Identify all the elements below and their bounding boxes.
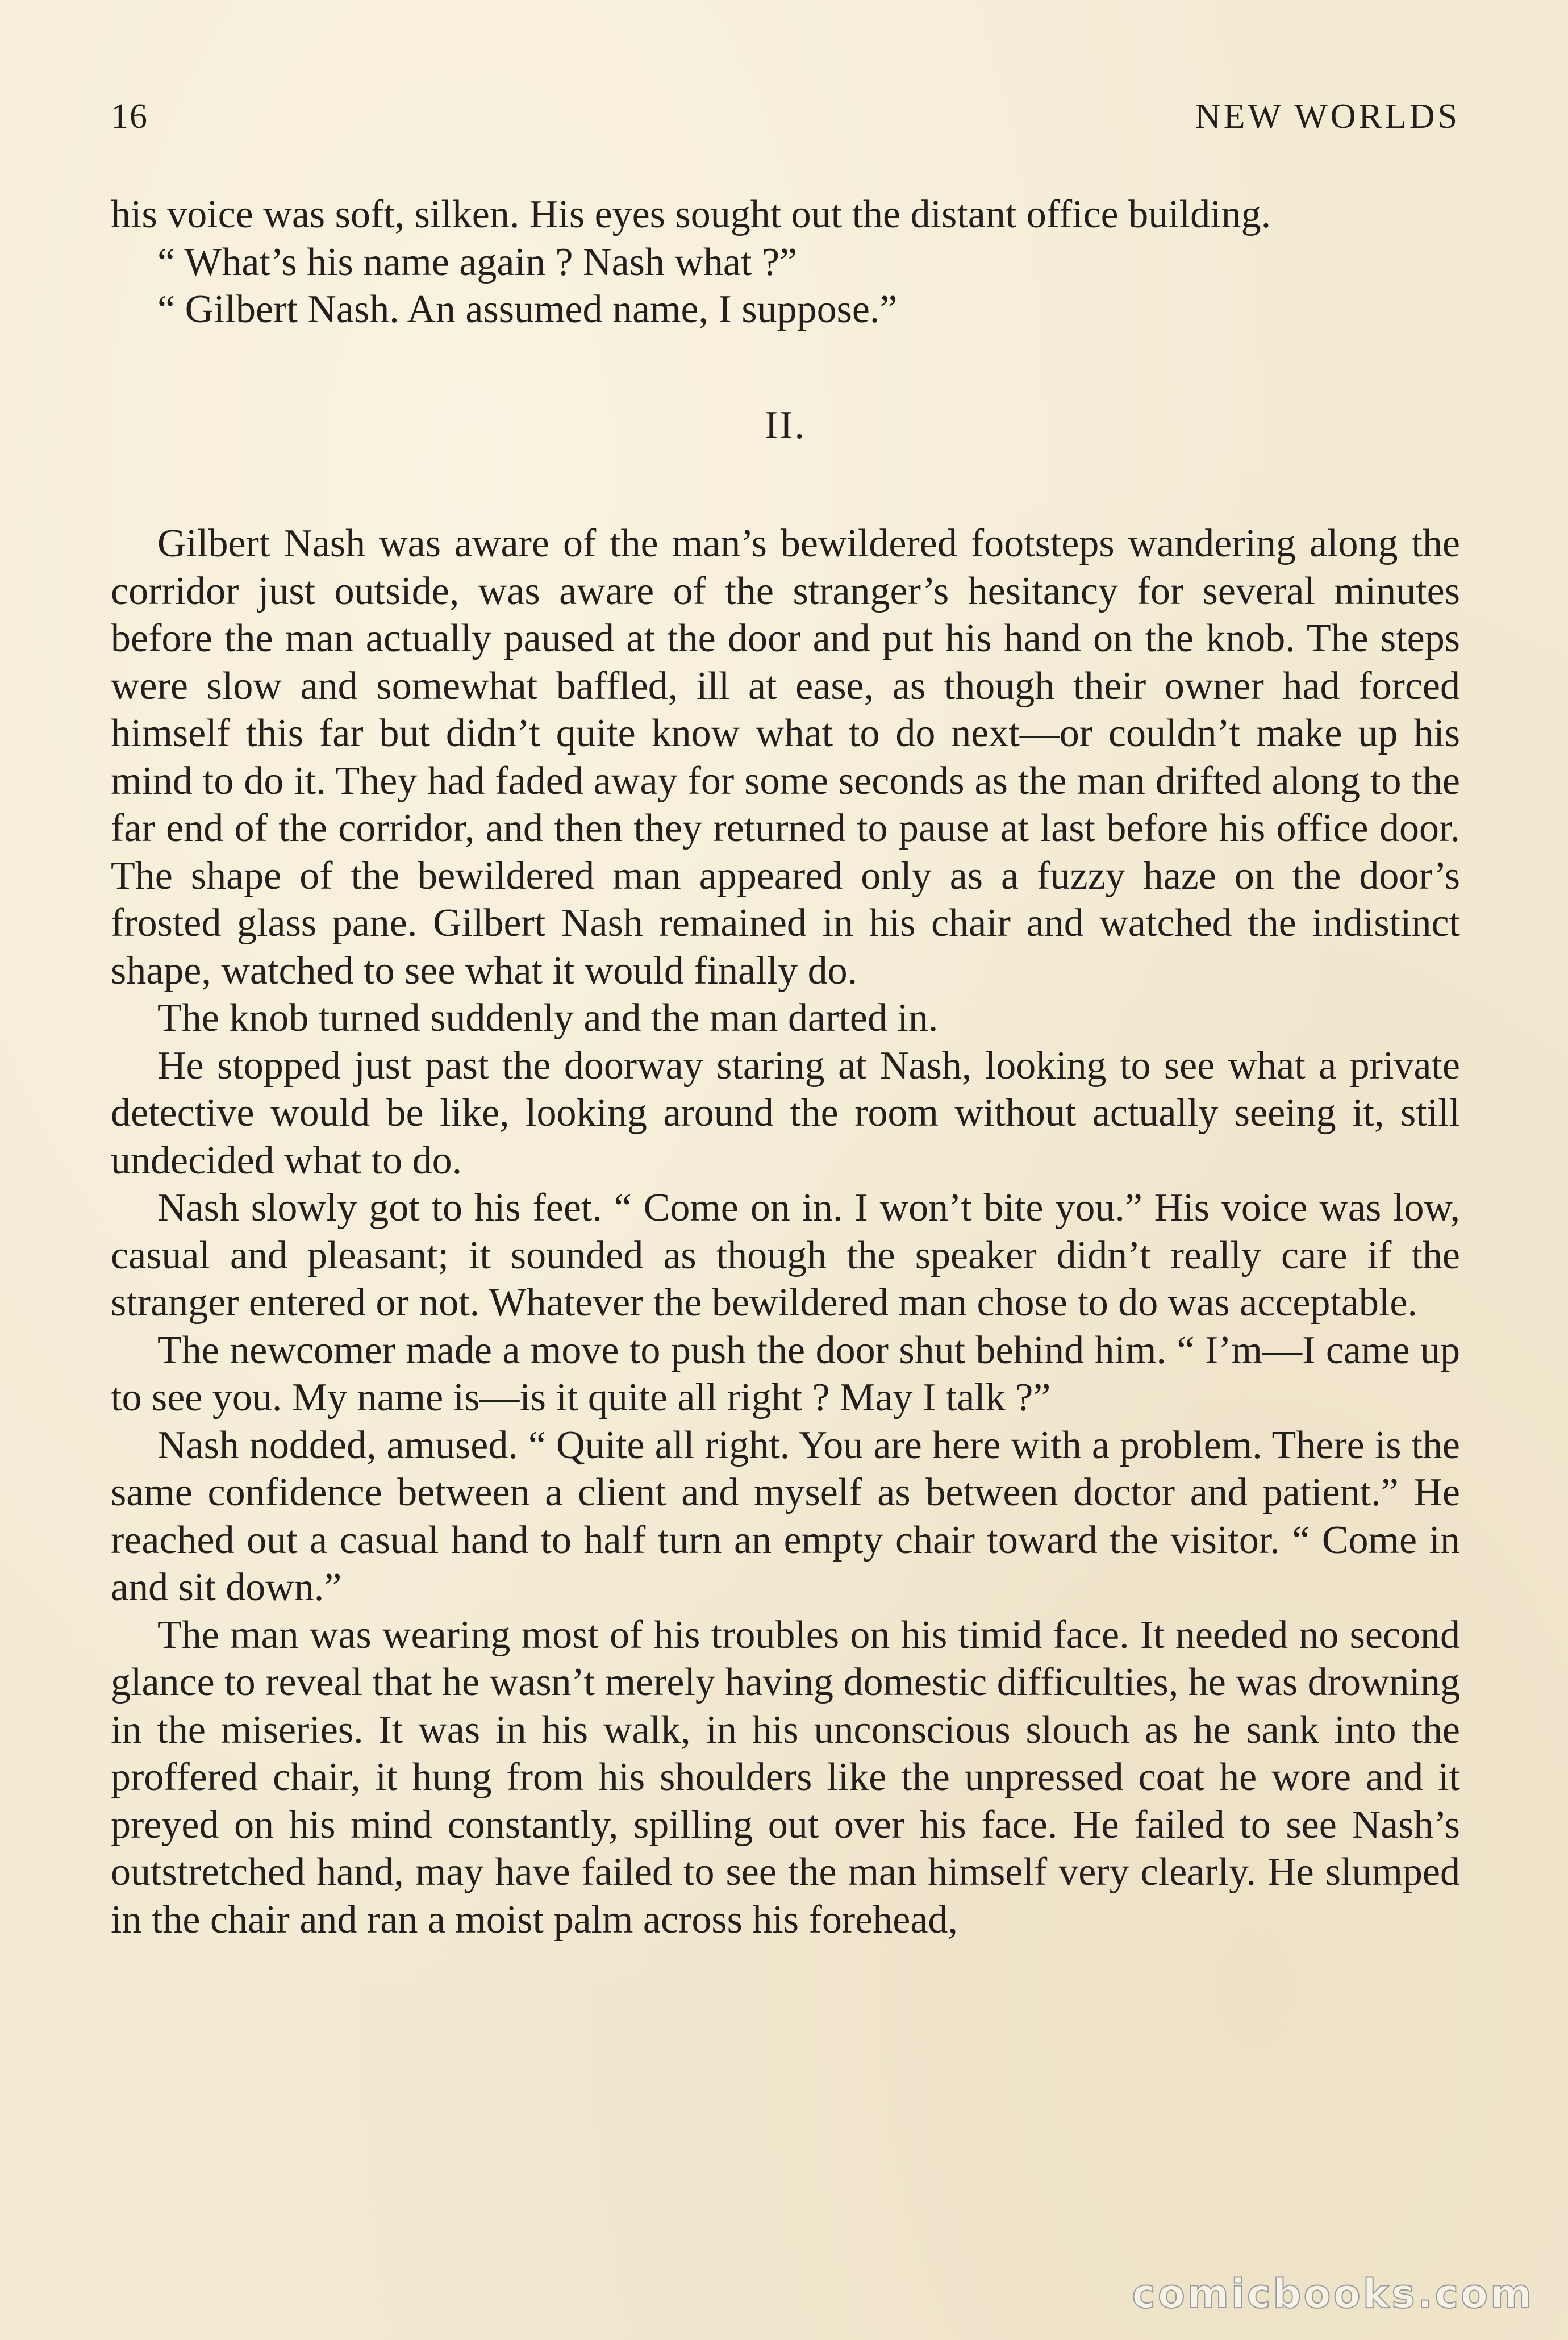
body-text: [111, 191, 1460, 1943]
paragraph: Nash slowly got to his feet. “ Come on in. I won’t bite you.” His voice was low, casual and pleasant; it sounded as though the speaker didn’t really care if the stranger entered or not. Whatever the bewildered man chose to do was acceptable.: [111, 1186, 1460, 1325]
watermark: comicbooks.com: [1132, 2271, 1534, 2317]
paragraph: “ What’s his name again ? Nash what ?”: [157, 240, 798, 284]
section-heading: II.: [764, 403, 807, 447]
paragraph: The newcomer made a move to push the door shut behind him. “ I’m—I came up to see you. My name is—is it quite all right ? May I talk ?”: [111, 1328, 1460, 1419]
paragraph: The man was wearing most of his troubles on his timid face. It needed no second glance to reveal that he wasn’t merely having domestic difficulties, he was drowning in the miseries. It was in his walk, in his unconscious slouch as he sank into the proffered chair, it hung from his shoulders like the unpressed coat he wore and it preyed on his mind constantly, spilling out over his face. He failed to see Nash’s outstretched hand, may have failed to see the man himself very clearly. He slumped in the chair and ran a moist palm across his forehead,: [111, 1613, 1460, 1942]
running-head: [111, 97, 1460, 148]
paragraph: Nash nodded, amused. “ Quite all right. You are here with a problem. There is the same confidence between a client and myself as between doctor and patient.” He reached out a casual hand to half turn an empty chair toward the visitor. “ Come in and sit down.”: [111, 1423, 1460, 1609]
paragraph: “ Gilbert Nash. An assumed name, I suppose.”: [157, 288, 898, 331]
paragraph: his voice was soft, silken. His eyes sought out the distant office building.: [111, 193, 1271, 236]
page-number: 16: [111, 97, 148, 136]
paragraph: Gilbert Nash was aware of the man’s bewildered footsteps wandering along the corridor just outside, was aware of the stranger’s hesitancy for several minutes before the man actually paused at the door and put his hand on the knob. The steps were slow and somewhat baffled, ill at ease, as though their owner had forced himself this far but didn’t quite know what to do next—or couldn’t make up his mind to do it. They had faded away for some seconds as the man drifted along to the far end of the corridor, and then they returned to pause at last before his office door. The shape of the bewildered man appeared only as a fuzzy haze on the door’s frosted glass pane. Gilbert Nash remained in his chair and watched the indistinct shape, watched to see what it would finally do.: [111, 522, 1460, 993]
paragraph: He stopped just past the doorway staring at Nash, looking to see what a private detective would be like, looking around the room without actually seeing it, still undecided what to do.: [111, 1043, 1460, 1183]
journal-title: NEW WORLDS: [1195, 97, 1460, 136]
paragraph: The knob turned suddenly and the man darted in.: [157, 996, 939, 1040]
